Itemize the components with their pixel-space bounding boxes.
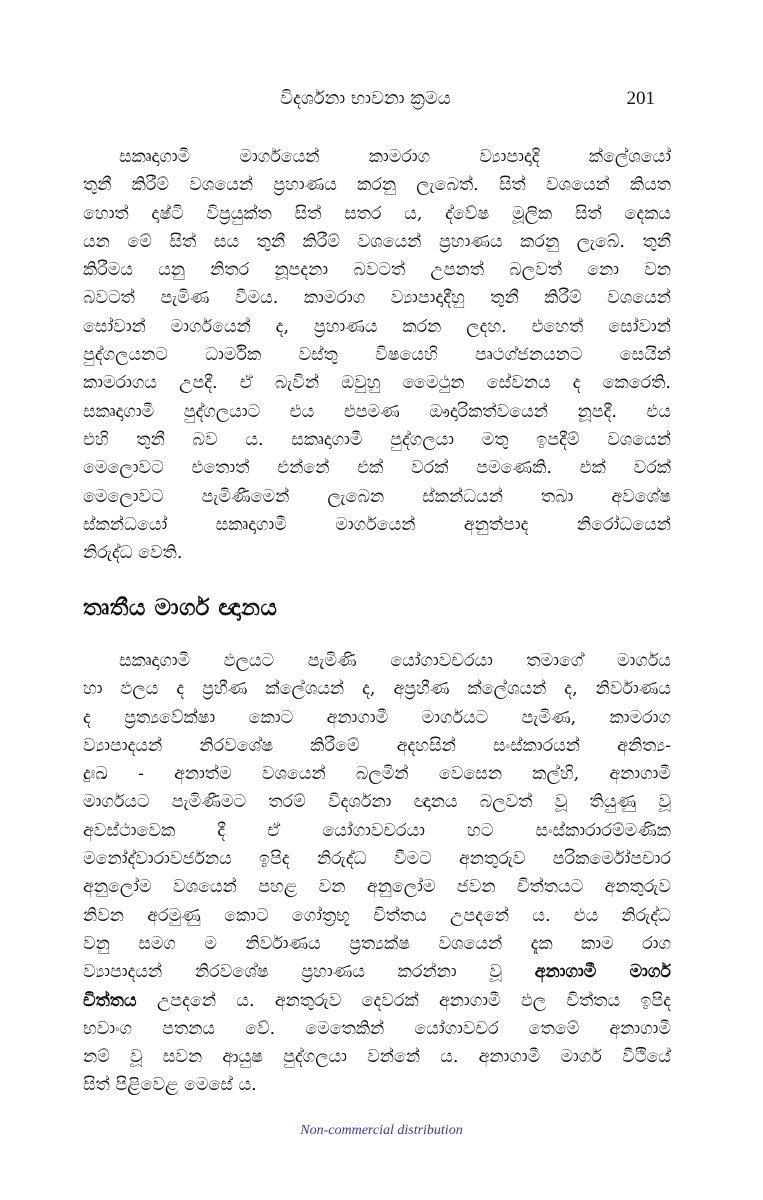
text-line: නිවන අරමුණු කොට ගෝත්‍රභූ චිත්තය උපදනේ ය. එය නිරුද්ධ <box>83 905 671 926</box>
text-line-with-bold-term <box>83 958 671 986</box>
bold-term-anagami-path: අනාගාමී මාර්ග <box>534 962 671 983</box>
text-line: යන මේ සිත් සය තුනී කිරීම් වශයෙන් ප්‍රහාණය කරනු ලැබේ. තුනී <box>83 231 671 252</box>
text-line: පුද්ගලයනට ධාර්මික වස්තු විෂයෙහි පෘථග්ජනයනට සෙයින් <box>83 345 671 366</box>
text-line-with-bold-term <box>83 987 671 1015</box>
text-line: ව්‍යාපාදයන් නිරවශේෂ කිරීමේ අදහසින් සංස්කාරයන් අනිත්‍ය- <box>83 735 671 756</box>
text-line: හා ඵලය ද ප්‍රහීණ ක්ලේශයන් ද, අප්‍රහීණ ක්ලේශයන් ද, නිර්වාණය <box>83 679 671 700</box>
running-header <box>280 88 655 118</box>
distribution-footer: Non-commercial distribution <box>300 1123 463 1138</box>
text-run: උපදනේ ය. අනතුරුව දෙවරක් අනාගාමී ඵල චිත්තය ඉපිද <box>156 990 671 1011</box>
text-line: මනෝද්වාරාවර්ජනය ඉපිද නිරුද්ධ වීමට අනතුරුව පරිකර්මෝපචාර <box>83 849 671 870</box>
text-line: ස්කන්ධයෝ සකෘදාගාමී මාර්ගයෙන් අනුත්පාද නිරෝධයෙන් <box>83 514 671 535</box>
text-line: වනු සමග ම නිර්වාණය ප්‍රත්‍යක්ෂ වශයෙන් දැක කාම රාග <box>83 933 671 954</box>
text-line: මෙලොවට එතොත් එන්නේ එක් වරක් පමණෙකි. එක් වරක් <box>83 458 671 479</box>
text-line: අනුලෝම වශයෙන් පහළ වන අනුලෝම ජවන චිත්තයට අනතුරුව <box>83 877 671 898</box>
text-line: කිරීමය යනු නිතර නූපදනා බවටත් උපනත් බලවත් නො වන <box>83 260 671 281</box>
text-line: මාර්ගයට පැමිණීමට තරම් විදර්ශනා ඥානය බලවත් වූ තියුණු වූ <box>83 792 671 813</box>
section-heading: තෘතීය මාර්ග ඥානය <box>83 594 278 621</box>
text-line: බවටත් පැමිණ වීමය. කාමරාග ව්‍යාපාදාදීහු තුනී කිරීම් වශයෙන් <box>83 288 671 309</box>
text-line: අවස්ථාවෙක දී ඒ යෝගාවචරයා හට සංස්කාරාරම්මණික <box>83 820 671 841</box>
text-line: සිත් පිළිවෙළ මෙසේ ය. <box>83 1075 257 1096</box>
page-number: 201 <box>626 88 655 109</box>
text-line: ද ප්‍රත්‍යවේක්ෂා කොට අනාගාමී මාර්ගයට පැමිණ, කාමරාග <box>83 707 671 728</box>
text-line: දුඃඛ - අනාත්ම වශයෙන් බලමින් වෙසෙන කල්හි, අනාගාමී <box>83 764 671 785</box>
text-line: සකෘදාගාමී ඵලයට පැමිණි යෝගාවචරයා තමාගේ මාර්ගය <box>119 651 671 671</box>
paragraph-sakadagami-path <box>83 143 671 567</box>
text-line: කාමරාගය උපදී. ඒ බැවින් ඔවුහු මෛථුන සේවනය ද කෙරෙති. <box>83 373 671 394</box>
text-line: නම් වූ සවන ආයුෂ පුද්ගලයා වන්නේ ය. අනාගාමී මාර්ග වීථියේ <box>83 1047 671 1068</box>
paragraph-third-path-knowledge <box>83 647 671 1100</box>
text-line: නිරුද්ධ වෙති. <box>83 543 183 564</box>
text-line: හොත් දෘෂ්ටි විප්‍රයුක්ත සිත් සතර ය, ද්වේෂ මූලික සිත් දෙකය <box>83 203 671 224</box>
bold-term-citta: චිත්තය <box>83 990 137 1011</box>
text-line: භවාංග පතනය වේ. මෙතෙකින් යෝගාවචර තෙමේ අනාගාමී <box>83 1018 671 1039</box>
text-run: ව්‍යාපාදයන් නිරවශේෂ ප්‍රහාණය කරන්නා වූ <box>83 962 502 983</box>
running-title: විදර්ශනා භාවනා ක්‍රමය <box>280 88 451 109</box>
text-line: තුනී කිරීම් වශයෙන් ප්‍රහාණය කරනු ලැබෙත්. සිත් වශයෙන් කියත <box>83 175 671 196</box>
text-line: සෝවාන් මාර්ගයෙන් ද, ප්‍රහාණය කරන ලදහ. එහෙත් සෝවාන් <box>83 316 671 337</box>
text-line: මෙලොවට පැමිණීමෙන් ලැබෙන ස්කන්ධයන් තබා අවශේෂ <box>83 486 671 507</box>
text-line: එහි තුනී බව ය. සකෘදාගාමී පුද්ගලයා මතු ඉපදීම් වශයෙන් <box>83 429 671 450</box>
text-line: සකෘදාගාමී පුද්ගලයාට එය එපමණ ඖදාරිකත්වයෙන් නූපදී. එය <box>83 401 671 422</box>
text-line: සකෘදාගාමී මාර්ගයෙන් කාමරාග ව්‍යාපාදාදි ක්ලේශයෝ <box>119 147 671 167</box>
